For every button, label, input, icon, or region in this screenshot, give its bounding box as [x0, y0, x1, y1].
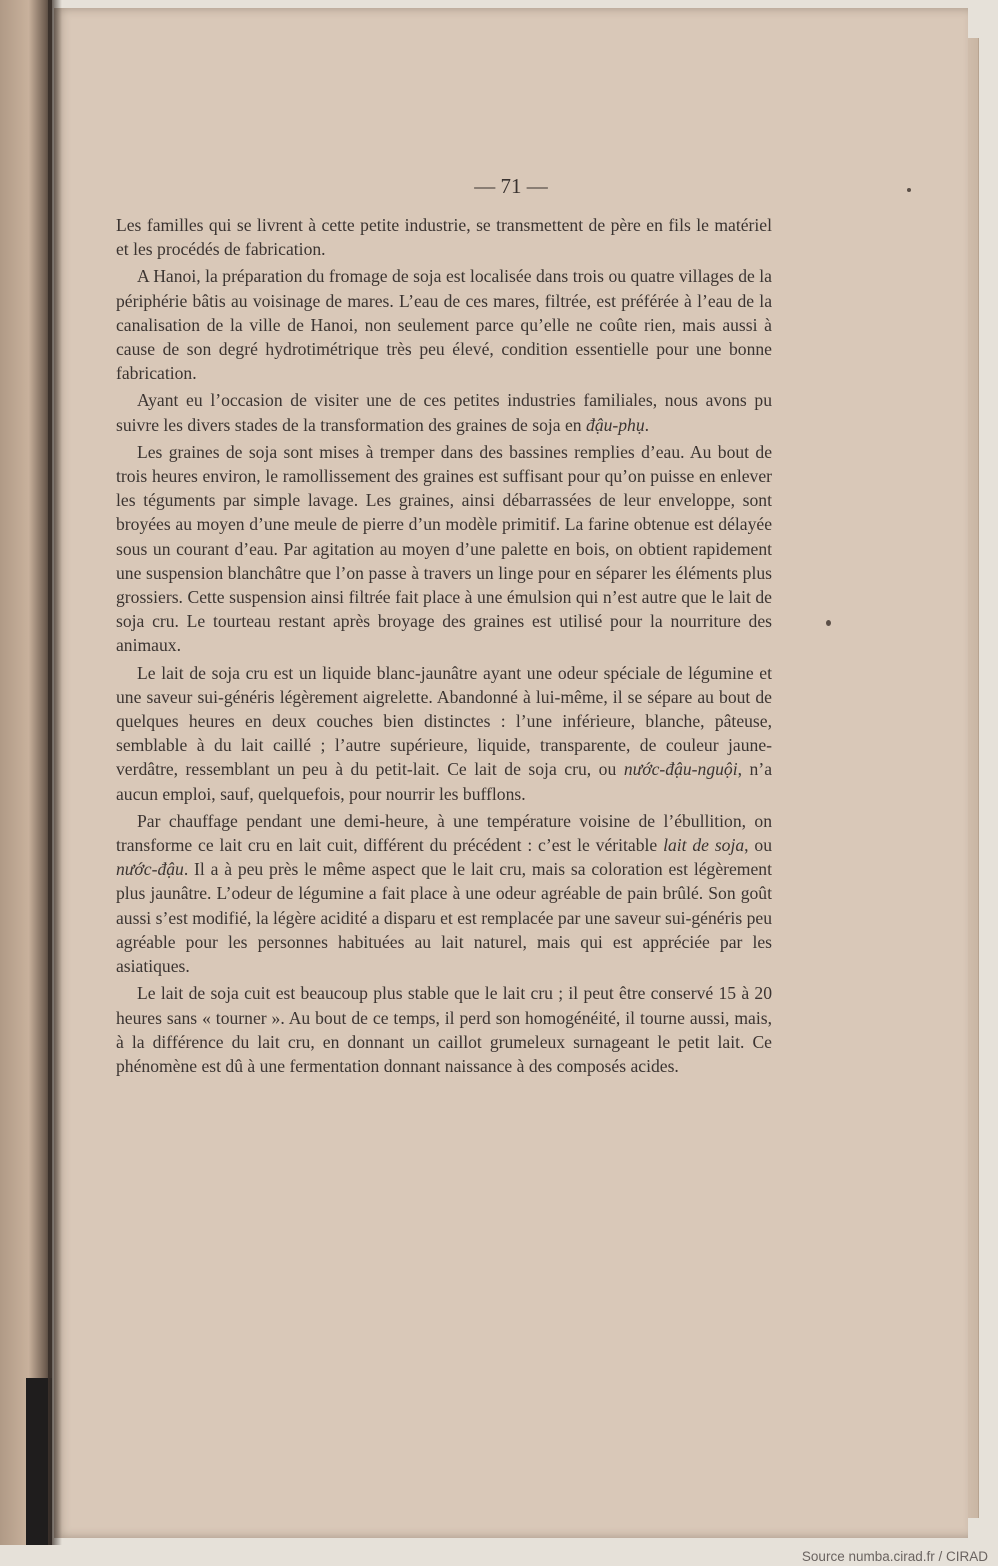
- text-run: . Il a à peu près le même aspect que le lait cru, mais sa coloration est légèrement plus jaunâtre. L’odeur de légumine a fait place à une odeur agréable de pain brûlé. Son goût aussi s’est modifié, la légère acidité a disparu et est remplacée par une saveur sui-généris peu agréable pour les personnes habituées au lait naturel, mais qui est appréciée par les asiatiques.: [116, 859, 772, 977]
- paragraph: [116, 213, 772, 261]
- text-run: .: [644, 414, 650, 435]
- text-run: , ou: [744, 835, 772, 856]
- italic-term: nước-đậu-nguội: [623, 759, 738, 780]
- text-run: Les graines de soja sont mises à tremper dans des bassines remplies d’eau. Au bout de trois heures environ, le ramollissement des graines est suffisant pour qu’on puisse en enlever les téguments par simple lavage. Les graines, ainsi débarrassées de leur enveloppe, sont broyées au moyen d’une meule de pierre d’un modèle primitif. La farine obtenue est délayée sous un courant d’eau. Par agitation au moyen d’une palette en bois, on obtient rapidement une suspension blanchâtre que l’on passe à travers un linge pour en séparer les éléments plus grossiers. Cette suspension ainsi filtrée fait place à une émulsion qui n’est autre que le lait de soja cru. Le tourteau restant après broyage des graines est utilisé pour la nourriture des animaux.: [116, 441, 772, 656]
- paragraph: [116, 661, 772, 806]
- text-run: Le lait de soja cuit est beaucoup plus stable que le lait cru ; il peut être conservé 15 à 20 heures sans « tourner ». Au bout de ce temps, il perd son homogénéité, il tourne aussi, mais, à la différence du lait cru, en donnant un caillot grumeleux surnageant le petit lait. Ce phénomène est dû à une fermentation donnant naissance à des composés acides.: [116, 983, 772, 1076]
- gutter-shadow: [48, 0, 62, 1545]
- text-run: , n’a aucun emploi, sauf, quelquefois, pour nourrir les bufflons.: [116, 759, 773, 804]
- page-body-text: [116, 213, 772, 1081]
- italic-term: đậu-phụ: [586, 414, 645, 435]
- paper-speck: [826, 620, 831, 626]
- facing-page-edge: [0, 0, 52, 1545]
- text-run: Par chauffage pendant une demi-heure, à une température voisine de l’ébullition, on transforme ce lait cru en lait cuit, différent du précédent : c’est le véritable: [116, 810, 772, 856]
- paragraph: [116, 440, 772, 658]
- italic-term: nước-đậu: [116, 859, 184, 880]
- text-run: Ayant eu l’occasion de visiter une de ces petites industries familiales, nous avons pu suivre les divers stades de la transformation des graines de soja en: [116, 390, 772, 435]
- paragraph: [116, 809, 772, 978]
- paragraph: [116, 264, 772, 385]
- page-number: — 71 —: [474, 174, 548, 198]
- source-caption: Source numba.cirad.fr / CIRAD: [801, 1549, 988, 1564]
- paragraph: [116, 981, 772, 1078]
- paragraph: [116, 388, 772, 436]
- paper-speck: [907, 188, 911, 192]
- text-run: Les familles qui se livrent à cette petite industrie, se transmettent de père en fils le matériel et les procédés de fabrication.: [116, 215, 772, 260]
- italic-term: lait de soja: [663, 835, 745, 856]
- text-run: A Hanoi, la préparation du fromage de soja est localisée dans trois ou quatre villages de la périphérie bâtis au voisinage de mares. L’eau de ces mares, filtrée, est préférée à l’eau de la canalisation de la ville de Hanoi, non seulement parce qu’elle ne coûte rien, mais aussi à cause de son degré hydrotimétrique très peu élevé, condition essentielle pour une bonne fabrication.: [116, 266, 772, 384]
- text-run: Le lait de soja cru est un liquide blanc-jaunâtre ayant une odeur spéciale de légumine et une saveur sui-généris légèrement aigrelette. Abandonné à lui-même, il se sépare au bout de quelques heures en deux couches bien distinctes : l’une inférieure, blanche, pâteuse, semblable à du lait caillé ; l’autre supérieure, liquide, transparente, de couleur jaune-verdâtre, ressemblant un peu à du petit-lait. Ce lait de soja cru, ou: [116, 662, 772, 780]
